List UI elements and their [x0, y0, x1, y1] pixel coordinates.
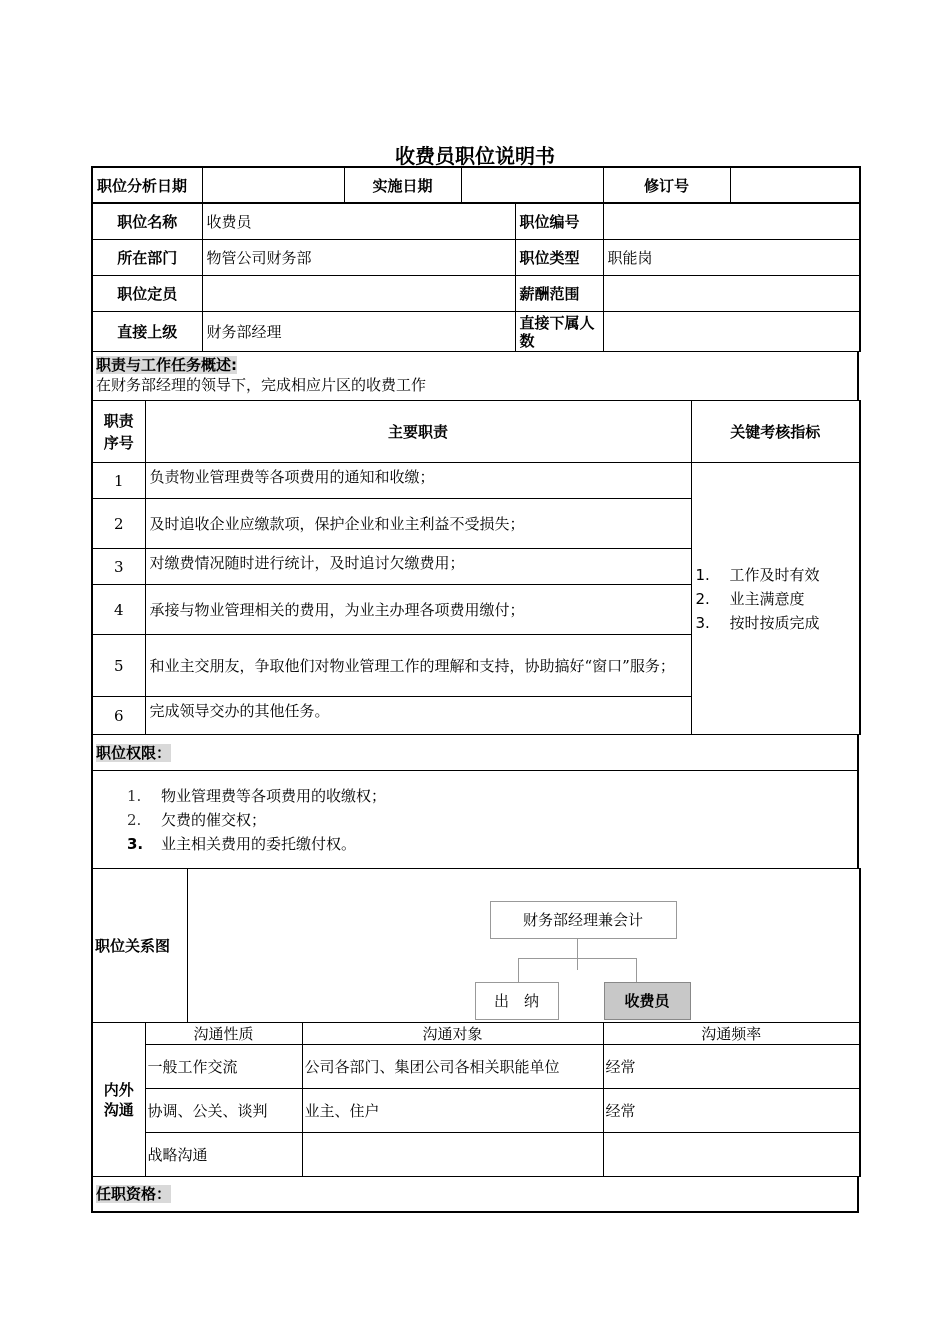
position-type-value: 职能岗: [603, 240, 860, 276]
info-table: [91, 203, 861, 352]
subordinates-label: 直接下属人数: [515, 312, 603, 352]
relation-table: [91, 868, 861, 1023]
authority-text: 业主相关费用的委托缴付权。: [161, 834, 357, 853]
date-table: [91, 166, 861, 204]
duty-text: 及时追收企业应缴款项，保护企业和业主利益不受损失；: [145, 499, 691, 549]
duty-kpi-header: 关键考核指标: [691, 401, 860, 463]
revision-label: 修订号: [603, 167, 730, 203]
effective-date-label: 实施日期: [344, 167, 461, 203]
superior-label: 直接上级: [92, 312, 202, 352]
duty-seq: 3: [92, 549, 145, 585]
kpi-num: 1.: [695, 565, 710, 584]
position-name-value: 收费员: [202, 204, 515, 240]
comm-freq: 经常: [603, 1089, 860, 1133]
summary-heading: 职责与工作任务概述:: [96, 356, 237, 374]
comm-nature: 一般工作交流: [145, 1045, 302, 1089]
kpi-text: 业主满意度: [729, 589, 805, 608]
duty-text: 完成领导交办的其他任务。: [145, 697, 691, 735]
duty-main-header: 主要职责: [145, 401, 691, 463]
subordinates-value: [603, 312, 860, 352]
org-node-manager: 财务部经理兼会计: [490, 901, 677, 939]
position-code-value: [603, 204, 860, 240]
position-code-label: 职位编号: [515, 204, 603, 240]
comm-target: 公司各部门、集团公司各相关职能单位: [302, 1045, 603, 1089]
authority-heading: 职位权限：: [96, 744, 172, 762]
department-value: 物管公司财务部: [202, 240, 515, 276]
analysis-date-value: [202, 167, 344, 203]
duty-seq-header: 职责序号: [92, 401, 145, 463]
comm-nature: 协调、公关、谈判: [145, 1089, 302, 1133]
department-label: 所在部门: [92, 240, 202, 276]
headcount-value: [202, 276, 515, 312]
comm-target-header: 沟通对象: [302, 1023, 603, 1045]
comm-freq-header: 沟通频率: [603, 1023, 860, 1045]
authority-text: 物业管理费等各项费用的收缴权；: [161, 786, 387, 805]
duty-seq: 1: [92, 463, 145, 499]
comm-nature-header: 沟通性质: [145, 1023, 302, 1045]
position-name-label: 职位名称: [92, 204, 202, 240]
effective-date-value: [461, 167, 603, 203]
kpi-num: 3.: [695, 613, 710, 632]
duty-text: 和业主交朋友，争取他们对物业管理工作的理解和支持，协助搞好“窗口”服务；: [145, 635, 691, 697]
kpi-cell: [691, 463, 860, 735]
duty-seq: 2: [92, 499, 145, 549]
authority-item: [127, 808, 853, 832]
authority-list: [97, 784, 853, 856]
authority-text: 欠费的催交权；: [161, 810, 267, 829]
duty-text: 承接与物业管理相关的费用，为业主办理各项费用缴付；: [145, 585, 691, 635]
summary-text: 在财务部经理的领导下，完成相应片区的收费工作: [96, 376, 427, 394]
org-connector: [577, 939, 578, 970]
duty-text: 对缴费情况随时进行统计，及时追讨欠缴费用；: [145, 549, 691, 585]
org-node-toll-collector: 收费员: [604, 982, 691, 1020]
duty-seq: 6: [92, 697, 145, 735]
comm-nature: 战略沟通: [145, 1133, 302, 1177]
authority-num: 3.: [127, 834, 144, 853]
org-connector: [518, 958, 636, 959]
qualification-table: [91, 1176, 859, 1213]
salary-range-value: [603, 276, 860, 312]
org-connector: [636, 958, 637, 982]
duty-seq: 5: [92, 635, 145, 697]
comm-target: [302, 1133, 603, 1177]
comm-freq: 经常: [603, 1045, 860, 1089]
kpi-num: 2.: [695, 589, 710, 608]
authority-table: [91, 734, 859, 869]
communication-label: 内外沟通: [92, 1023, 145, 1177]
kpi-list: [696, 563, 856, 635]
authority-num: 2.: [127, 810, 142, 829]
communication-table: [91, 1022, 861, 1177]
qualification-heading: 任职资格：: [96, 1185, 172, 1204]
comm-target: 业主、住户: [302, 1089, 603, 1133]
analysis-date-label: 职位分析日期: [92, 167, 202, 203]
kpi-item: [696, 587, 856, 611]
kpi-item: [696, 611, 856, 635]
superior-value: 财务部经理: [202, 312, 515, 352]
duty-text: 负责物业管理费等各项费用的通知和收缴；: [145, 463, 691, 499]
revision-value: [730, 167, 860, 203]
headcount-label: 职位定员: [92, 276, 202, 312]
kpi-item: [696, 563, 856, 587]
org-node-cashier: 出 纳: [475, 982, 559, 1020]
relation-label: 职位关系图: [92, 869, 187, 1023]
duty-seq: 4: [92, 585, 145, 635]
duties-table: [91, 400, 861, 735]
authority-item: [127, 784, 853, 808]
comm-freq: [603, 1133, 860, 1177]
org-connector: [518, 958, 519, 982]
kpi-text: 按时按质完成: [729, 613, 820, 632]
org-chart: [188, 871, 860, 1021]
document-title: 收费员职位说明书: [395, 144, 555, 168]
kpi-text: 工作及时有效: [729, 565, 820, 584]
position-type-label: 职位类型: [515, 240, 603, 276]
authority-item: [127, 832, 853, 856]
salary-range-label: 薪酬范围: [515, 276, 603, 312]
authority-num: 1.: [127, 786, 142, 805]
summary-table: [91, 351, 859, 401]
